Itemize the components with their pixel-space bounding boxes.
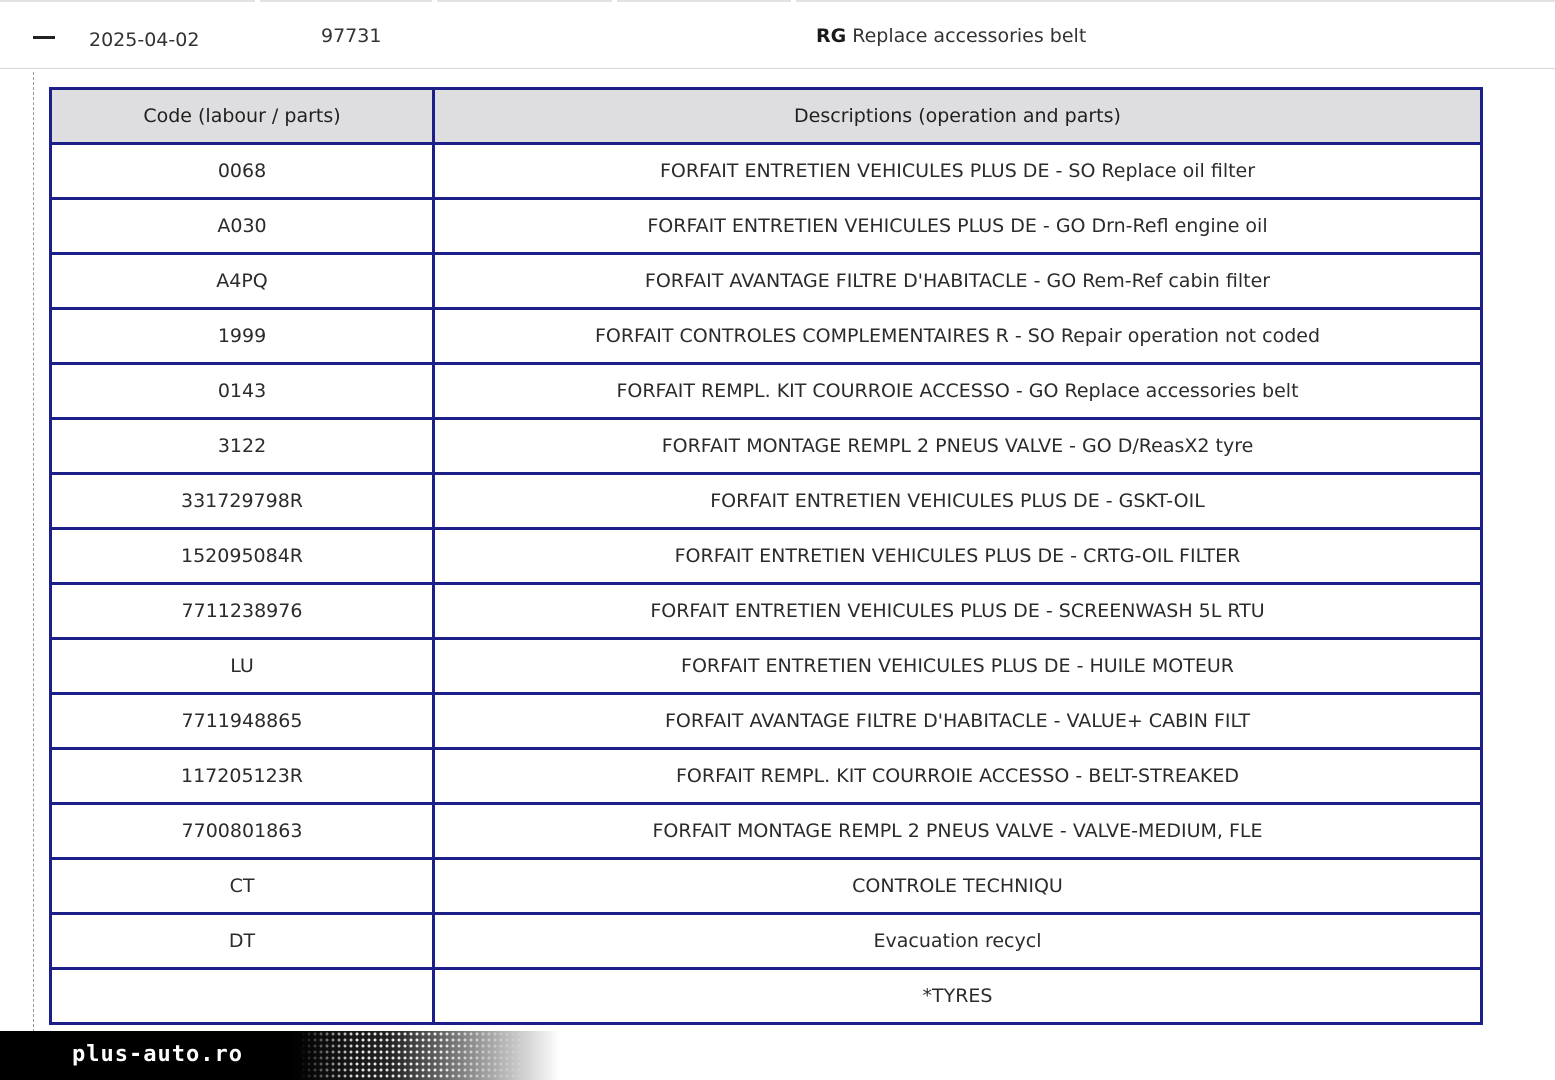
entry-date: 2025-04-02 (89, 29, 200, 51)
description-cell: FORFAIT ENTRETIEN VEHICULES PLUS DE - GO Drn-Refl engine oil (434, 199, 1482, 254)
code-cell: 7700801863 (51, 804, 434, 859)
description-cell: FORFAIT ENTRETIEN VEHICULES PLUS DE - SO Replace oil filter (434, 144, 1482, 199)
operation-code: RG (816, 25, 847, 47)
code-cell: 0143 (51, 364, 434, 419)
description-cell: FORFAIT ENTRETIEN VEHICULES PLUS DE - CRTG-OIL FILTER (434, 529, 1482, 584)
entry-operation (816, 25, 1086, 47)
header-divider (260, 0, 432, 2)
header-divider (0, 0, 255, 2)
code-cell: 3122 (51, 419, 434, 474)
halftone-pattern (300, 1031, 530, 1080)
table-row (51, 859, 1482, 914)
description-cell: FORFAIT AVANTAGE FILTRE D'HABITACLE - GO Rem-Ref cabin filter (434, 254, 1482, 309)
collapse-icon[interactable] (33, 36, 55, 39)
table-row (51, 474, 1482, 529)
code-cell: 7711948865 (51, 694, 434, 749)
table-row (51, 694, 1482, 749)
code-cell (51, 969, 434, 1024)
code-cell: CT (51, 859, 434, 914)
code-cell: DT (51, 914, 434, 969)
operation-label: Replace accessories belt (852, 25, 1087, 47)
operations-table (49, 87, 1483, 1025)
entry-number: 97731 (321, 25, 382, 47)
code-cell: 0068 (51, 144, 434, 199)
table-row (51, 199, 1482, 254)
header-divider (617, 0, 791, 2)
code-cell: LU (51, 639, 434, 694)
table-row (51, 969, 1482, 1024)
description-cell: FORFAIT REMPL. KIT COURROIE ACCESSO - GO Replace accessories belt (434, 364, 1482, 419)
description-cell: FORFAIT MONTAGE REMPL 2 PNEUS VALVE - VALVE-MEDIUM, FLE (434, 804, 1482, 859)
description-cell: Evacuation recycl (434, 914, 1482, 969)
table-row (51, 639, 1482, 694)
description-cell: FORFAIT CONTROLES COMPLEMENTAIRES R - SO Repair operation not coded (434, 309, 1482, 364)
code-cell: 152095084R (51, 529, 434, 584)
description-cell: *TYRES (434, 969, 1482, 1024)
code-cell: 117205123R (51, 749, 434, 804)
table-row (51, 144, 1482, 199)
description-cell: CONTROLE TECHNIQU (434, 859, 1482, 914)
description-cell: FORFAIT REMPL. KIT COURROIE ACCESSO - BELT-STREAKED (434, 749, 1482, 804)
table-row (51, 749, 1482, 804)
watermark-banner (0, 1031, 560, 1080)
table-header-row (51, 89, 1482, 144)
description-cell: FORFAIT MONTAGE REMPL 2 PNEUS VALVE - GO D/ReasX2 tyre (434, 419, 1482, 474)
code-cell: 331729798R (51, 474, 434, 529)
code-cell: A030 (51, 199, 434, 254)
header-divider (796, 0, 1555, 2)
description-cell: FORFAIT ENTRETIEN VEHICULES PLUS DE - SCREENWASH 5L RTU (434, 584, 1482, 639)
table-row (51, 804, 1482, 859)
table-row (51, 419, 1482, 474)
watermark-text: plus-auto.ro (72, 1042, 243, 1067)
code-cell: 1999 (51, 309, 434, 364)
tree-guide-line (33, 72, 34, 1032)
table-row (51, 914, 1482, 969)
description-cell: FORFAIT AVANTAGE FILTRE D'HABITACLE - VALUE+ CABIN FILT (434, 694, 1482, 749)
table-row (51, 529, 1482, 584)
table-row (51, 254, 1482, 309)
table-row (51, 364, 1482, 419)
history-entry-row[interactable] (0, 0, 1555, 69)
code-cell: 7711238976 (51, 584, 434, 639)
column-header-code: Code (labour / parts) (51, 89, 434, 144)
header-divider (437, 0, 612, 2)
table-row (51, 584, 1482, 639)
table-row (51, 309, 1482, 364)
description-cell: FORFAIT ENTRETIEN VEHICULES PLUS DE - HUILE MOTEUR (434, 639, 1482, 694)
table-body (51, 144, 1482, 1024)
code-cell: A4PQ (51, 254, 434, 309)
column-header-description: Descriptions (operation and parts) (434, 89, 1482, 144)
description-cell: FORFAIT ENTRETIEN VEHICULES PLUS DE - GSKT-OIL (434, 474, 1482, 529)
